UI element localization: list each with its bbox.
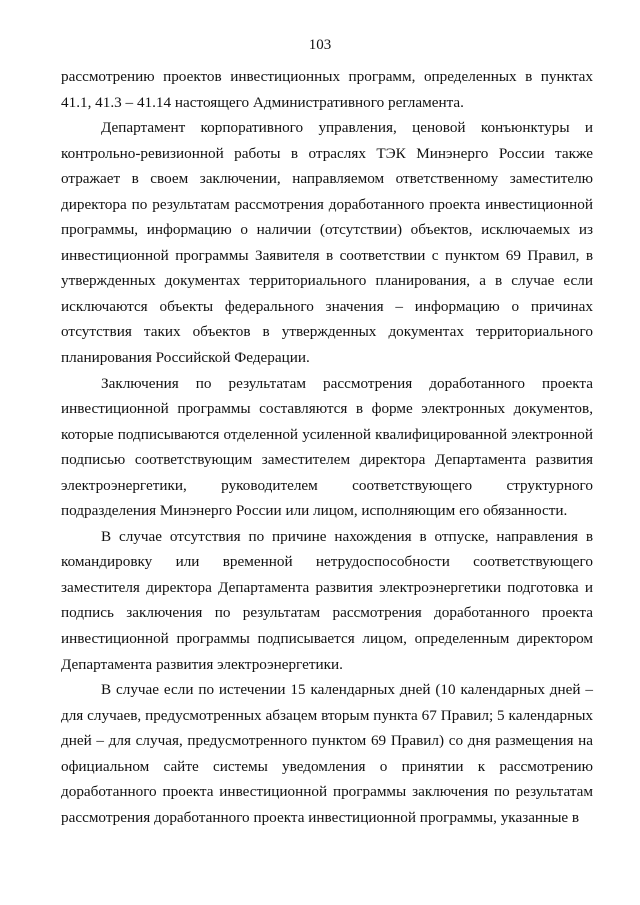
paragraph-department-conclusion: Департамент корпоративного управления, ценовой конъюнктуры и контрольно-ревизионной работы в отраслях ТЭК Минэнерго России также отражает в своем заключении, направляемом ответственному заместителю директора по результатам рассмотрения доработанного проекта инвестиционной программы, информацию о наличии (отсутствии) объектов, исключаемых из инвестиционной программы Заявителя в соответствии с пунктом 69 Правил, в утвержденных документах территориального планирования, а в случае если исключаются объекты федерального значения – информацию о причинах отсутствия таких объектов в утвержденных документах территориального планирования Российской Федерации.	[61, 119, 593, 367]
paragraph-continuation: рассмотрению проектов инвестиционных программ, определенных в пунктах 41.1, 41.3 – 41.14 настоящего Административного регламента.	[61, 68, 593, 111]
paragraph-absence-case: В случае отсутствия по причине нахождения в отпуске, направления в командировку или временной нетрудоспособности соответствующего заместителя директора Департамента развития электроэнергетики подготовка и подпись заключения по результатам рассмотрения доработанного проекта инвестиционной программы подписывается лицом, определенным директором Департамента развития электроэнергетики.	[61, 527, 593, 673]
paragraph-electronic-documents: Заключения по результатам рассмотрения доработанного проекта инвестиционной программы составляются в форме электронных документов, которые подписываются отделенной усиленной квалифицированной электронной подписью соответствующим заместителем директора Департамента развития электроэнергетики, руководителем соответствующего структурного подразделения Минэнерго России или лицом, исполняющим его обязанности.	[61, 374, 593, 520]
paragraph-deadline-case: В случае если по истечении 15 календарных дней (10 календарных дней – для случаев, предусмотренных абзацем вторым пункта 67 Правил; 5 календарных дней – для случая, предусмотренного пунктом 69 Правил) со дня размещения на официальном сайте системы уведомления о принятии к рассмотрению доработанного проекта инвестиционной программы заключения по результатам рассмотрения доработанного проекта инвестиционной программы, указанные в	[61, 681, 593, 826]
page-number: 103	[308, 37, 332, 53]
document-body	[61, 64, 593, 830]
